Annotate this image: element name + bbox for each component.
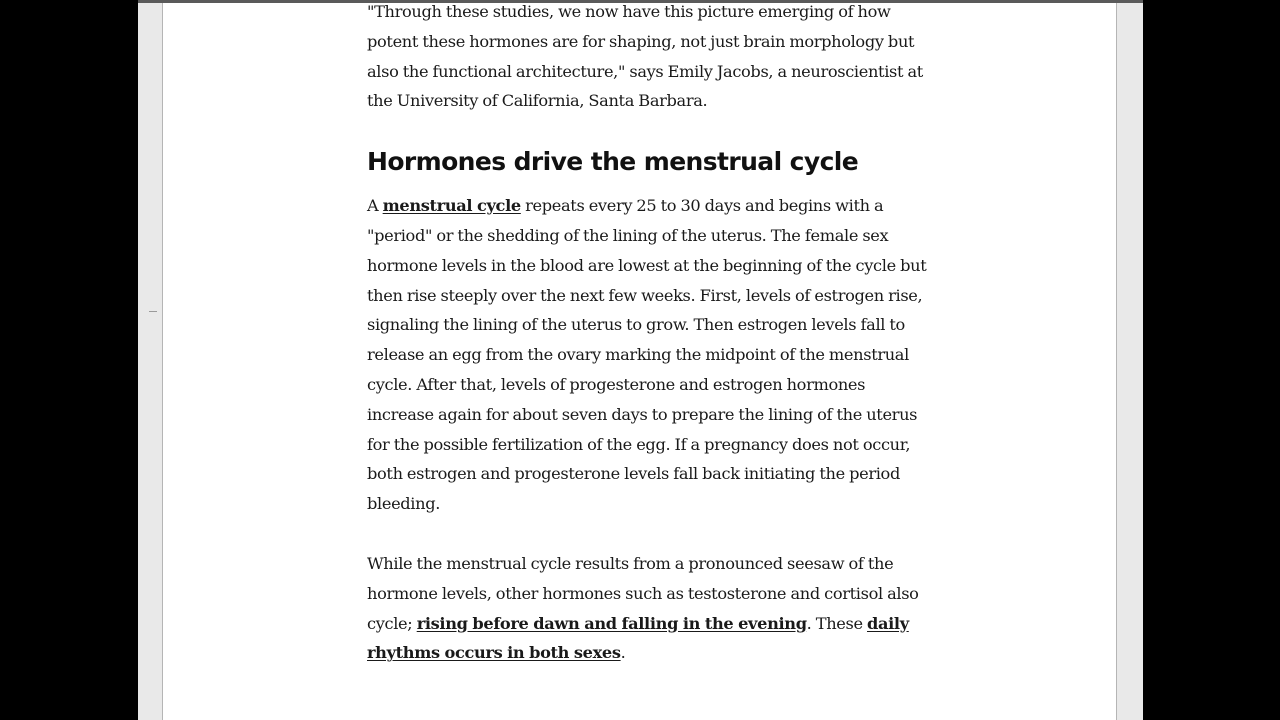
rising-before-dawn-link[interactable]: rising before dawn and falling in the evening: [416, 613, 807, 633]
left-page-gutter: [138, 3, 162, 720]
cycle-paragraph: [367, 191, 927, 519]
cycle-text-rest: repeats every 25 to 30 days and begins with a "period" or the shedding of the lining of the uterus. The female sex hormone levels in the blood are lowest at the beginning of the cycle but then rise steeply over the next few weeks. First, levels of estrogen rise, signaling the lining of the uterus to grow. Then estrogen levels fall to release an egg from the ovary marking the midpoint of the menstrual cycle. After that, levels of progesterone and estrogen hormones increase again for about seven days to prepare the lining of the uterus for the possible fertilization of the egg. If a pregnancy does not occur, both estrogen and progesterone levels fall back initiating the period bleeding.: [367, 196, 927, 514]
daily-rhythms-link[interactable]: daily rhythms occurs in both sexes: [367, 613, 909, 663]
rhythm-text-2: . These: [806, 613, 867, 633]
right-page-gutter: [1117, 3, 1143, 720]
rhythm-paragraph: [367, 549, 927, 668]
article-body: [367, 3, 927, 668]
cycle-text-start: A: [367, 196, 383, 216]
intro-paragraph: "Through these studies, we now have this picture emerging of how potent these hormones are for shaping, not just brain morphology but also the functional architecture," says Emily Jacobs, a neuroscientist at the University of California, Santa Barbara.: [367, 3, 923, 111]
section-heading: Hormones drive the menstrual cycle: [367, 147, 859, 177]
gutter-marker: [149, 311, 157, 312]
menstrual-cycle-link[interactable]: menstrual cycle: [382, 196, 521, 216]
rhythm-text-1: While the menstrual cycle results from a pronounced seesaw of the hormone levels, other hormones such as testosterone and cortisol also cycle;: [367, 553, 919, 633]
document-page[interactable]: [162, 3, 1117, 720]
rhythm-text-3: .: [620, 643, 626, 663]
